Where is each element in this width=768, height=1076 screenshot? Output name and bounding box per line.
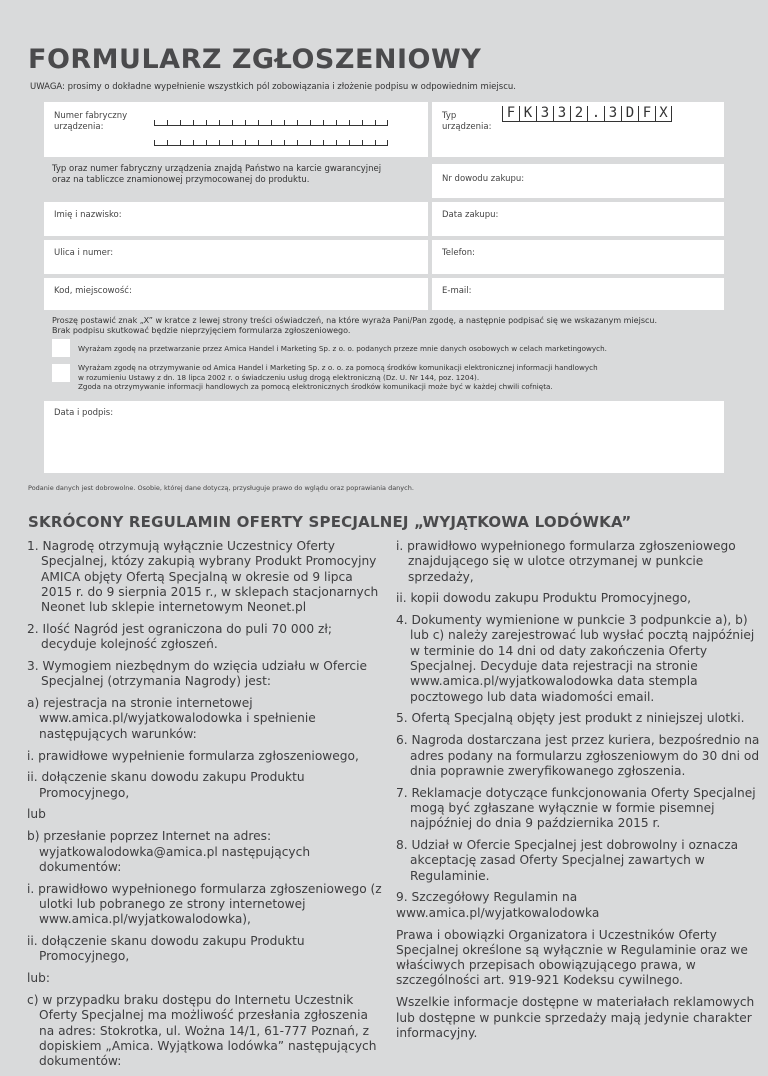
- phone-label: Telefon:: [442, 248, 476, 258]
- consent-marketing-text: Wyrażam zgodę na przetwarzanie przez Amica Handel i Marketing Sp. z o. o. podanych przeze mnie danych osobowych w celach marketingowych.: [78, 344, 607, 353]
- rules-left-column: [27, 539, 387, 1076]
- receipt-number-field[interactable]: [432, 164, 724, 198]
- rules-paragraph: i. prawidłowo wypełnionego formularza zgłoszeniowego (z ulotki lub pobranego ze strony internetowej www.amica.pl/wyjatkowalodowka),: [27, 881, 382, 927]
- receipt-number-label: Nr dowodu zakupu:: [442, 174, 525, 184]
- rules-paragraph: lub: [27, 807, 46, 822]
- serial-digits-row-2[interactable]: [154, 140, 388, 146]
- consent-marketing-checkbox[interactable]: [52, 339, 70, 357]
- rules-paragraph: 8. Udział w Ofercie Specjalnej jest dobrowolny i oznacza akceptację zasad Oferty Specjalnej zawartych w Regulaminie.: [396, 838, 739, 883]
- street-field[interactable]: [44, 240, 428, 274]
- consent-commercial-text: Wyrażam zgodę na otrzymywanie od Amica Handel i Marketing Sp. z o. o. za pomocą środków komunikacji elektronicznej informacji handlowych w rozumieniu Ustawy z dn. 18 lipca 2002 r. o świadczeniu usług drogą elektroniczną (Dz. U. Nr 144, poz. 1204). Zgoda na otrzymywanie informacji handlowych za pomocą elektronicznych środków komunikacji może być w każdej chwili cofnięta.: [78, 363, 598, 391]
- rules-paragraph: 3. Wymogiem niezbędnym do wzięcia udziału w Ofercie Specjalnej (otrzymania Nagrody) jest:: [27, 659, 367, 689]
- rules-paragraph: ii. kopii dowodu zakupu Produktu Promocyjnego,: [396, 591, 692, 606]
- rules-paragraph: 1. Nagrodę otrzymują wyłącznie Uczestnicy Oferty Specjalnej, któzy zakupią wybrany Produkt Promocyjny AMICA objęty Ofertą Specjalną w okresie od 9 lipca 2015 r. do 9 sierpnia 2015 r., w sklepach stacjonarnych Neonet lub sklepie internetowym Neonet.pl: [27, 539, 379, 615]
- email-field[interactable]: [432, 278, 724, 310]
- serial-number-label: Numer fabryczny urządzenia:: [54, 111, 128, 132]
- rules-right-column: [396, 539, 760, 1048]
- serial-note: Typ oraz numer fabryczny urządzenia znajdą Państwo na karcie gwarancyjnej oraz na tabliczce znamionowej przymocowanej do produktu.: [52, 164, 382, 185]
- rules-paragraph: ii. dołączenie skanu dowodu zakupu Produktu Promocyjnego,: [27, 934, 305, 964]
- rules-paragraph: a) rejestracja na stronie internetowej www.amica.pl/wyjatkowalodowka i spełnienie następujących warunków:: [27, 696, 316, 741]
- rules-paragraph: 5. Ofertą Specjalną objęty jest produkt z niniejszej ulotki.: [396, 711, 745, 726]
- rules-paragraph: 7. Reklamacje dotyczące funkcjonowania Oferty Specjalnej mogą być zgłaszane wyłącznie w formie pisemnej najpóźniej do dnia 9 października 2015 r.: [396, 785, 756, 831]
- rules-paragraph: 4. Dokumenty wymienione w punkcie 3 podpunkcie a), b) lub c) należy zarejestrować lub wysłać pocztą najpóźniej w terminie do 14 dni od daty zakończenia Oferty Specjalnej. Decyduje data rejestracji na stronie www.amica.pl/wyjatkowalodowka data stempla pocztowego lub data wiadomości email.: [396, 613, 755, 704]
- form-notice: UWAGA: prosimy o dokładne wypełnienie wszystkich pól zobowiązania i złożenie podpisu w odpowiednim miejscu.: [30, 82, 516, 92]
- postal-city-field[interactable]: [44, 278, 428, 310]
- rules-paragraph: 9. Szczegółowy Regulamin na www.amica.pl/wyjatkowalodowka: [396, 890, 600, 920]
- rules-paragraph: b) przesłanie poprzez Internet na adres: wyjatkowalodowka@amica.pl następujących dokumentów:: [27, 829, 311, 874]
- consent-commercial-checkbox[interactable]: [52, 364, 70, 382]
- data-footnote: Podanie danych jest dobrowolne. Osobie, której dane dotyczą, przysługuje prawo do wglądu oraz poprawiania danych.: [28, 484, 414, 492]
- rules-title: SKRÓCONY REGULAMIN OFERTY SPECJALNEJ „WYJĄTKOWA LODÓWKA”: [28, 513, 632, 531]
- rules-paragraph: 6. Nagroda dostarczana jest przez kuriera, bezpośrednio na adres podany na formularzu zgłoszeniowym do 30 dni od dnia poprawnie zweryfikowanego zgłoszenia.: [396, 733, 760, 778]
- rules-paragraph: Wszelkie informacje dostępne w materiałach reklamowych lub dostępne w punkcie sprzedaży mają jedynie charakter informacyjny.: [396, 995, 755, 1040]
- rules-paragraph: c) w przypadku braku dostępu do Internetu Uczestnik Oferty Specjalnej ma możliwość przesłania zgłoszenia na adres: Stokrotka, ul. Wożna 14/1, 61-777 Poznań, z dopiskiem „Amica. Wyjątkowa lodówka” następujących dokumentów:: [27, 992, 377, 1069]
- device-type-code: F K 3 3 2 . 3 D F X: [502, 106, 672, 122]
- rules-paragraph: lub:: [27, 971, 50, 986]
- form-title: FORMULARZ ZGŁOSZENIOWY: [28, 44, 482, 75]
- name-label: Imię i nazwisko:: [54, 210, 122, 220]
- name-field[interactable]: [44, 202, 428, 236]
- device-type-label: Typ urządzenia:: [442, 111, 492, 132]
- purchase-date-field[interactable]: [432, 202, 724, 236]
- rules-paragraph: i. prawidłowe wypełnienie formularza zgłoszeniowego,: [27, 748, 359, 763]
- street-label: Ulica i numer:: [54, 248, 114, 258]
- signature-label: Data i podpis:: [54, 408, 114, 418]
- rules-paragraph: 2. Ilość Nagród jest ograniczona do puli 70 000 zł; decyduje kolejność zgłoszeń.: [27, 621, 332, 652]
- purchase-date-label: Data zakupu:: [442, 210, 499, 220]
- phone-field[interactable]: [432, 240, 724, 274]
- rules-paragraph: Prawa i obowiązki Organizatora i Uczestników Oferty Specjalnej określone są wyłącznie w Regulaminie oraz we właściwych przepisach obowiązującego prawa, w szczególności art. 919-921 Kodeksu cywilnego.: [396, 927, 748, 988]
- rules-paragraph: i. prawidłowo wypełnionego formularza zgłoszeniowego znajdującego się w ulotce otrzymanej w punkcie sprzedaży,: [396, 539, 736, 584]
- email-label: E-mail:: [442, 286, 472, 296]
- consent-intro: Proszę postawić znak „X” w kratce z lewej strony treści oświadczeń, na które wyraża Pani/Pan zgodę, a następnie podpisać się we wskazanym miejscu. Brak podpisu skutkować będzie nieprzyjęciem formularza zgłoszeniowego.: [52, 316, 657, 335]
- serial-number-box[interactable]: [44, 102, 428, 157]
- signature-field[interactable]: [44, 401, 724, 473]
- serial-digits-row-1[interactable]: [154, 120, 388, 126]
- postal-city-label: Kod, miejscowość:: [54, 286, 132, 296]
- rules-paragraph: ii. dołączenie skanu dowodu zakupu Produktu Promocyjnego,: [27, 770, 305, 800]
